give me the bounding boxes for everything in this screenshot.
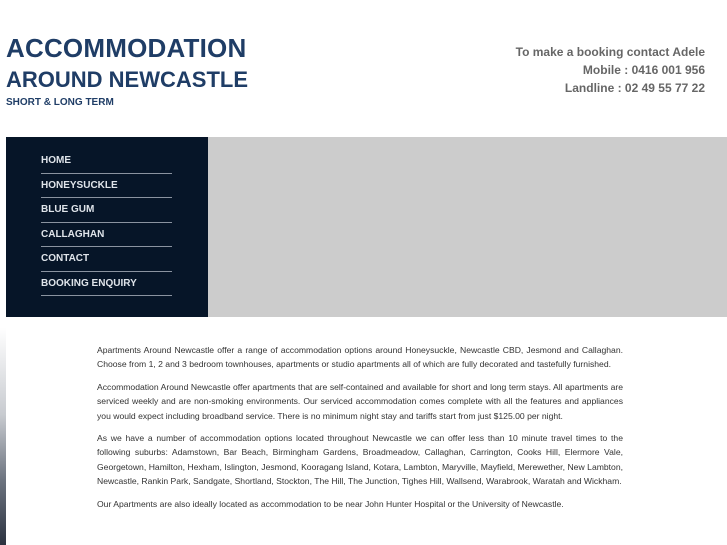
site-subtitle: SHORT & LONG TERM	[6, 97, 114, 108]
contact-info	[516, 43, 705, 97]
suburbs-paragraph: As we have a number of accommodation options located throughout Newcastle we can offer less than 10 minute travel times to the following suburbs: Adamstown, Bar Beach, Birmingham Gardens, Broadmeadow, Callaghan, Carrington, Cooks Hill, Elermore Vale, Georgetown, Hamilton, Hexham, Islington, Jesmond, Kooragang Island, Kotara, Lambton, Maryville, Mayfield, Merewether, New Lambton, Newcastle, Rankin Park, Sandgate, Shortland, Stockton, The Hill, The Junction, Tighes Hill, Wallsend, Warabrook, Waratah and Wickham.	[97, 433, 623, 487]
nav-item-booking-enquiry[interactable]: BOOKING ENQUIRY	[41, 272, 172, 297]
location-paragraph: Our Apartments are also ideally located as accommodation to be near John Hunter Hospital or the University of Newcastle.	[97, 498, 564, 509]
intro-paragraph: Apartments Around Newcastle offer a range of accommodation options around Honeysuckle, Newcastle CBD, Jesmond and Callaghan. Choose from 1, 2 and 3 bedroom townhouses, apartments or studio apartments all of which are fully decorated and tastefully furnished.	[97, 345, 623, 370]
site-header	[0, 0, 727, 137]
nav-item-blue-gum[interactable]: BLUE GUM	[41, 198, 172, 223]
nav-item-contact[interactable]: CONTACT	[41, 247, 172, 272]
site-title-line2: AROUND NEWCASTLE	[6, 67, 248, 92]
landline-number: Landline : 02 49 55 77 22	[564, 81, 705, 95]
main-content	[97, 343, 623, 519]
main-navigation	[6, 137, 208, 317]
mobile-number: Mobile : 0416 001 956	[582, 63, 705, 77]
services-paragraph: Accommodation Around Newcastle offer apartments that are self-contained and available for short and long term stays. All apartments are serviced weekly and are non-smoking environments. Our serviced accommodation comes complete with all the features and appliances you would expect including broadband service. There is no minimum night stay and tariffs start from just $125.00 per night.	[97, 381, 623, 421]
contact-line: To make a booking contact Adele	[515, 45, 705, 59]
nav-item-callaghan[interactable]: CALLAGHAN	[41, 223, 172, 248]
nav-item-home[interactable]: HOME	[41, 149, 172, 174]
site-title-line1: ACCOMMODATION	[6, 33, 247, 63]
nav-item-honeysuckle[interactable]: HONEYSUCKLE	[41, 174, 172, 199]
